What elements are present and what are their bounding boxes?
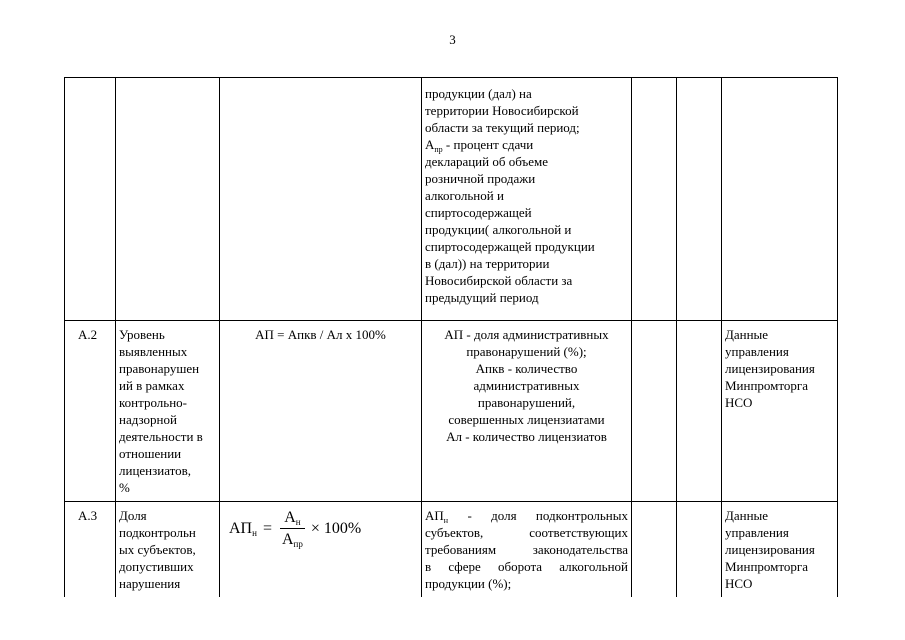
row-number: А.3 [65, 502, 116, 598]
text-line: спиртосодержащей [425, 205, 532, 220]
text-line: области за текущий период; [425, 120, 580, 135]
empty-cell [632, 78, 677, 321]
text-line: спиртосодержащей продукции [425, 239, 595, 254]
text-line: продукции( алкогольной и [425, 222, 572, 237]
text-line: предыдущий период [425, 290, 539, 305]
explanation-cell: $АП_н$ - доля подконтрольных субъектов, соответствующих требованиям законодательства в сфере оборота алкогольной продукции (%); [422, 502, 632, 598]
text-line: территории Новосибирской [425, 103, 579, 118]
formula-cell: АП = Апкв / Ал х 100% [220, 321, 422, 502]
row-number: А.2 [65, 321, 116, 502]
name-cell [116, 78, 220, 321]
text-line: $А_{пр}$ - процент сдачи [425, 137, 534, 154]
explanation-cell: АП - доля административных правонарушений (%); Апкв - количество административных правонарушений, совершенных лицензиатами Ал - количество лицензиатов [422, 321, 632, 502]
formula-cell [220, 78, 422, 321]
formula: $АП_н$ = $\frac{А_н}{А_{пр}}$ × 100% [229, 509, 362, 549]
text-line: розничной продажи [425, 171, 536, 186]
table-row [65, 78, 838, 321]
name-cell: Уровень выявленных правонарушен ий в рамках контрольно- надзорной деятельности в отношении лицензиатов, % [116, 321, 220, 502]
formula-cell [220, 502, 422, 598]
source-cell: Данные управления лицензирования Минпромторга НСО [722, 321, 838, 502]
source-cell: Данные управления лицензирования Минпромторга НСО [722, 502, 838, 598]
table-row [65, 502, 838, 598]
explanation-cell [422, 78, 632, 321]
text-line: алкогольной и [425, 188, 504, 203]
empty-cell [677, 321, 722, 502]
text-line: деклараций об объеме [425, 154, 548, 169]
empty-cell [677, 502, 722, 598]
page-number: 3 [449, 32, 456, 47]
text-line: продукции (дал) на [425, 86, 532, 101]
apr-symbol: А [425, 137, 435, 152]
empty-cell [632, 321, 677, 502]
table-row [65, 321, 838, 502]
number-cell [65, 78, 116, 321]
name-cell: Доля подконтрольн ых субъектов, допустивших нарушения [116, 502, 220, 598]
indicators-table [64, 77, 838, 597]
source-cell [722, 78, 838, 321]
fraction: $\frac{А_н}{А_{пр}}$ [281, 509, 303, 549]
empty-cell [632, 502, 677, 598]
text-line: Новосибирской области за [425, 273, 573, 288]
text-line: в (дал)) на территории [425, 256, 550, 271]
empty-cell [677, 78, 722, 321]
apr-subscript: пр [434, 145, 443, 154]
